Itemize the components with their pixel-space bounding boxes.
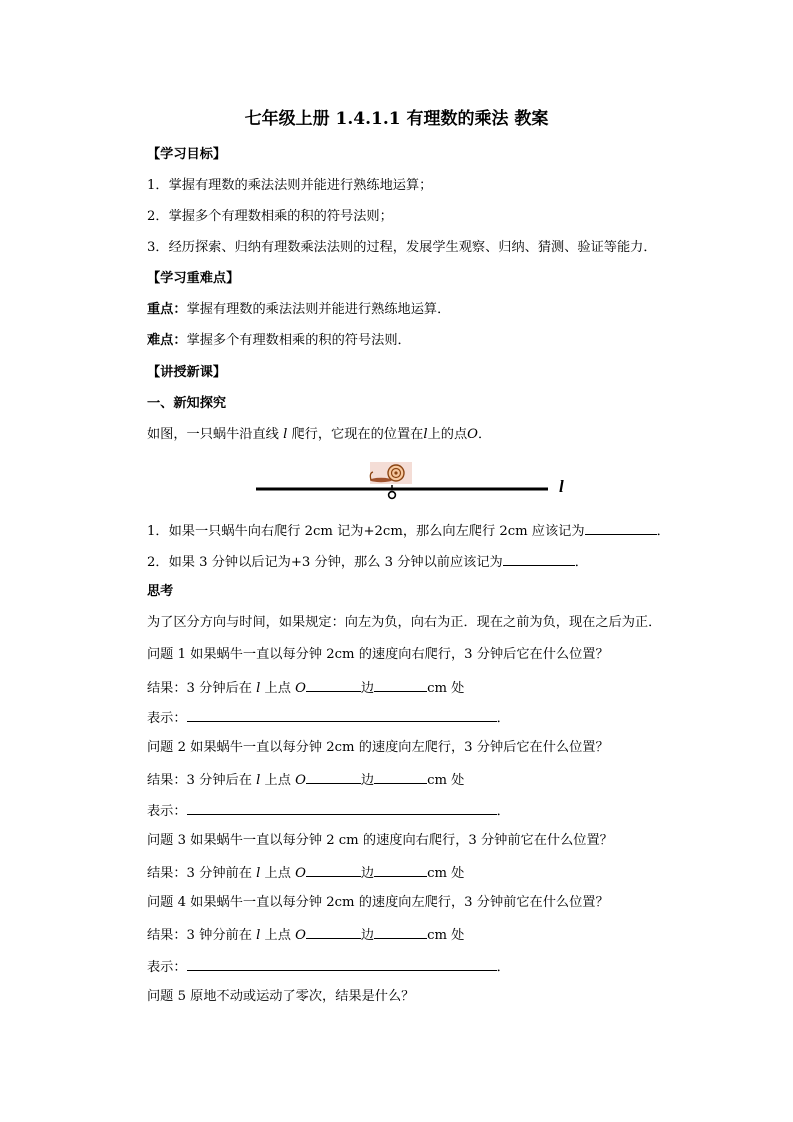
blank-line[interactable] [503, 552, 575, 566]
intro-paragraph [147, 426, 491, 444]
point-o: O [295, 866, 306, 881]
blank-line[interactable] [306, 863, 361, 877]
key-label: 重点： [147, 302, 187, 317]
keypoints-heading: 【学习重难点】 [147, 271, 240, 286]
result-text: 结果：3 分钟后在 [147, 681, 257, 696]
difficult-point-line [147, 332, 411, 350]
point-o-marker [389, 492, 396, 499]
point-o: O [295, 928, 306, 943]
express-label: 表示： [147, 711, 187, 726]
intro-text: ． [477, 427, 492, 442]
objective-item: 2．掌握多个有理数相乘的积的符号法则； [147, 209, 393, 224]
explore-heading: 一、新知探究 [147, 396, 227, 411]
line-label-l: l [559, 477, 564, 496]
express-label: 表示： [147, 960, 187, 975]
point-o: O [467, 427, 478, 442]
result-3 [147, 863, 464, 883]
period: ． [574, 555, 588, 570]
result-text: 上点 [260, 866, 296, 881]
express-label: 表示： [147, 804, 187, 819]
intro-text: 上的点 [427, 427, 468, 442]
problem-3: 问题 3 如果蜗牛一直以每分钟 2 cm 的速度向右爬行，3 分钟前它在什么位置？ [147, 833, 613, 848]
problem-4: 问题 4 如果蜗牛一直以每分钟 2cm 的速度向左爬行，3 分钟前它在什么位置？ [147, 895, 609, 910]
lesson-heading: 【讲授新课】 [147, 365, 227, 380]
result-text: 上点 [260, 773, 296, 788]
result-text: 边 [360, 681, 375, 696]
objective-item: 1．掌握有理数的乘法法则并能进行熟练地运算； [147, 178, 433, 193]
key-point-line [147, 301, 450, 319]
blank-line[interactable] [187, 801, 497, 815]
express-1 [147, 708, 510, 728]
result-text: 结果：3 分钟后在 [147, 773, 257, 788]
blank-line[interactable] [585, 521, 657, 535]
var-l: l [423, 427, 428, 442]
blank-line[interactable] [306, 678, 361, 692]
question-text: 2．如果 3 分钟以后记为+3 分钟，那么 3 分钟以前应该记为 [147, 555, 503, 570]
result-text: cm 处 [427, 773, 465, 788]
period: ． [656, 524, 670, 539]
difficult-label: 难点： [147, 333, 187, 348]
result-text: cm 处 [427, 681, 465, 696]
snail-line-diagram [250, 458, 580, 506]
objectives-heading: 【学习目标】 [147, 147, 227, 162]
problem-2: 问题 2 如果蜗牛一直以每分钟 2cm 的速度向左爬行，3 分钟后它在什么位置？ [147, 740, 609, 755]
result-text: 结果：3 钟分前在 [147, 928, 257, 943]
result-text: 边 [360, 928, 375, 943]
page-title: 七年级上册 1.4.1.1 有理数的乘法 教案 [244, 109, 549, 129]
blank-line[interactable] [306, 925, 361, 939]
result-text: cm 处 [427, 928, 465, 943]
blank-line[interactable] [374, 925, 427, 939]
result-text: 结果：3 分钟前在 [147, 866, 257, 881]
result-text: 边 [360, 773, 375, 788]
snail-icon [370, 462, 412, 484]
var-l: l [283, 427, 288, 442]
result-text: 上点 [260, 681, 296, 696]
intro-text: 爬行，它现在的位置在 [287, 427, 424, 442]
result-2 [147, 770, 464, 790]
blank-line[interactable] [187, 957, 497, 971]
objective-item: 3．经历探索、归纳有理数乘法法则的过程，发展学生观察、归纳、猜测、验证等能力． [147, 240, 657, 255]
key-text: 掌握有理数的乘法法则并能进行熟练地运算． [186, 302, 451, 317]
var-l: l [256, 928, 261, 943]
period: ． [496, 960, 510, 975]
blank-line[interactable] [374, 678, 427, 692]
problem-5: 问题 5 原地不动或运动了零次，结果是什么？ [147, 989, 415, 1004]
result-text: 边 [360, 866, 375, 881]
var-l: l [256, 866, 261, 881]
var-l: l [256, 681, 261, 696]
question-1 [147, 521, 670, 541]
blank-line[interactable] [374, 770, 427, 784]
point-o: O [295, 681, 306, 696]
period: ． [496, 711, 510, 726]
question-2 [147, 552, 588, 572]
express-4 [147, 957, 510, 977]
intro-text: 如图，一只蜗牛沿直线 [147, 427, 284, 442]
question-text: 1．如果一只蜗牛向右爬行 2cm 记为+2cm，那么向左爬行 2cm 应该记为 [147, 524, 585, 539]
difficult-text: 掌握多个有理数相乘的积的符号法则． [186, 333, 411, 348]
period: ． [496, 804, 510, 819]
var-l: l [256, 773, 261, 788]
express-2 [147, 801, 510, 821]
blank-line[interactable] [374, 863, 427, 877]
problem-1: 问题 1 如果蜗牛一直以每分钟 2cm 的速度向右爬行，3 分钟后它在什么位置？ [147, 647, 609, 662]
result-1 [147, 678, 464, 698]
result-4 [147, 925, 464, 945]
result-text: cm 处 [427, 866, 465, 881]
thinking-heading: 思考 [147, 584, 174, 599]
thinking-intro: 为了区分方向与时间，如果规定：向左为负，向右为正．现在之前为负，现在之后为正． [147, 615, 662, 630]
blank-line[interactable] [187, 708, 497, 722]
blank-line[interactable] [306, 770, 361, 784]
point-o: O [295, 773, 306, 788]
result-text: 上点 [260, 928, 296, 943]
